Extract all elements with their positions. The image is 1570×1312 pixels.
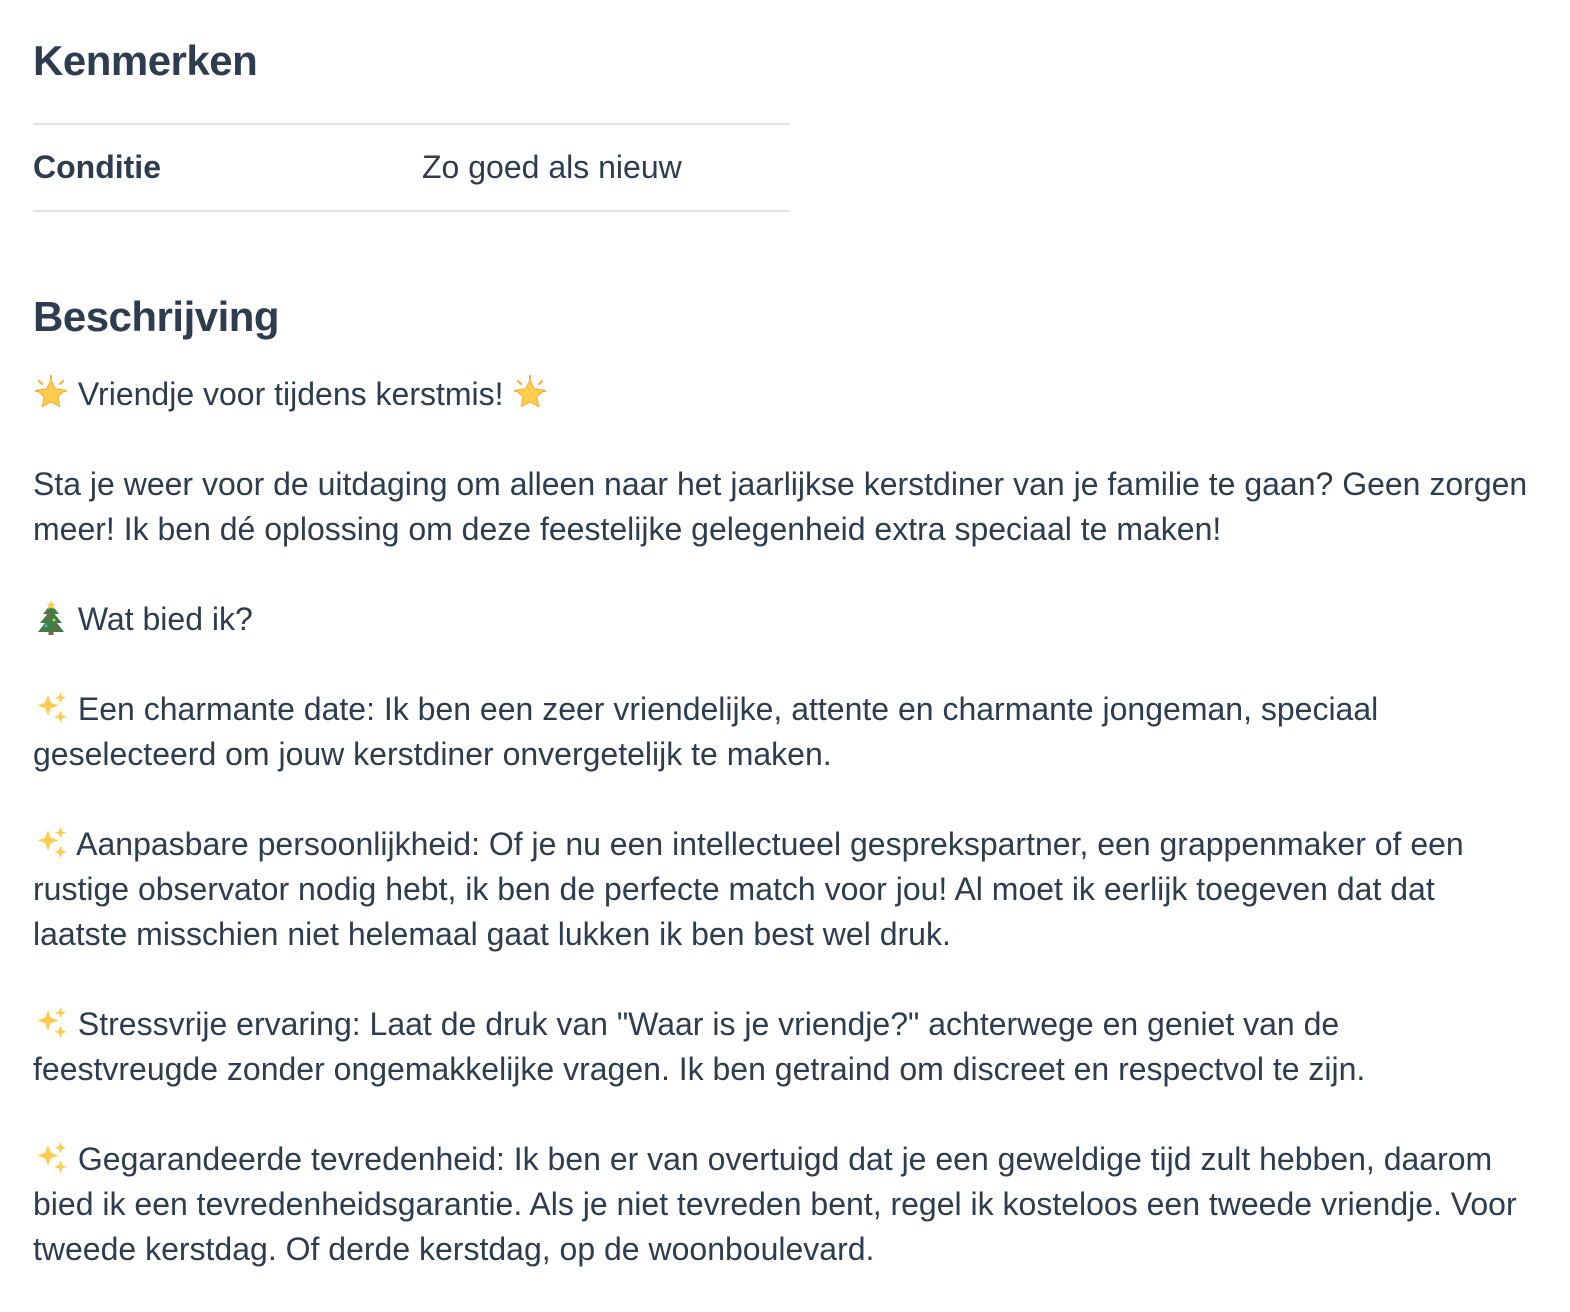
attribute-row	[33, 125, 790, 212]
description-paragraph: Een charmante date: Ik ben een zeer vriendelijke, attente en charmante jongeman, speciaal geselecteerd om jouw kerstdiner onvergetelijk te maken.	[33, 691, 1379, 772]
description-paragraph: Wat bied ik?	[33, 597, 1530, 642]
sparkles-icon	[33, 690, 69, 726]
description-paragraph: Sta je weer voor de uitdaging om alleen naar het jaarlijkse kerstdiner van je familie te gaan? Geen zorgen meer! Ik ben dé oplossing om deze feestelijke gelegenheid extra speciaal te maken!	[33, 466, 1528, 547]
description-paragraph: Stressvrije ervaring: Laat de druk van "Waar is je vriendje?" achterwege en geniet van de feestvreugde zonder ongemakkelijke vragen. Ik ben getraind om discreet en respectvol te zijn.	[33, 1006, 1366, 1087]
beschrijving-section	[33, 292, 1530, 1272]
description-paragraph: Vriendje voor tijdens kerstmis!	[33, 372, 1530, 417]
sparkles-icon	[33, 1140, 69, 1176]
kenmerken-section	[33, 36, 1530, 212]
attribute-label: Conditie	[33, 149, 161, 185]
glowing-star-icon	[512, 375, 548, 411]
sparkles-icon	[33, 1005, 69, 1041]
attribute-value: Zo goed als nieuw	[422, 149, 682, 185]
glowing-star-icon	[33, 375, 69, 411]
description-text	[33, 372, 1530, 1272]
description-paragraph: Aanpasbare persoonlijkheid: Of je nu een intellectueel gesprekspartner, een grappenmaker of een rustige observator nodig hebt, ik ben de perfecte match voor jou! Al moet ik eerlijk toegeven dat dat laatste misschien niet helemaal gaat lukken ik ben best wel druk.	[33, 826, 1464, 952]
beschrijving-title: Beschrijving	[33, 293, 280, 340]
description-paragraph: Gegarandeerde tevredenheid: Ik ben er van overtuigd dat je een geweldige tijd zult hebben, daarom bied ik een tevredenheidsgarantie. Als je niet tevreden bent, regel ik kosteloos een tweede vriendje. Voor tweede kerstdag. Of derde kerstdag, op de woonboulevard.	[33, 1141, 1517, 1267]
christmas-tree-icon	[33, 600, 69, 636]
sparkles-icon	[33, 825, 69, 861]
attributes-table	[33, 123, 790, 212]
kenmerken-title: Kenmerken	[33, 37, 258, 84]
